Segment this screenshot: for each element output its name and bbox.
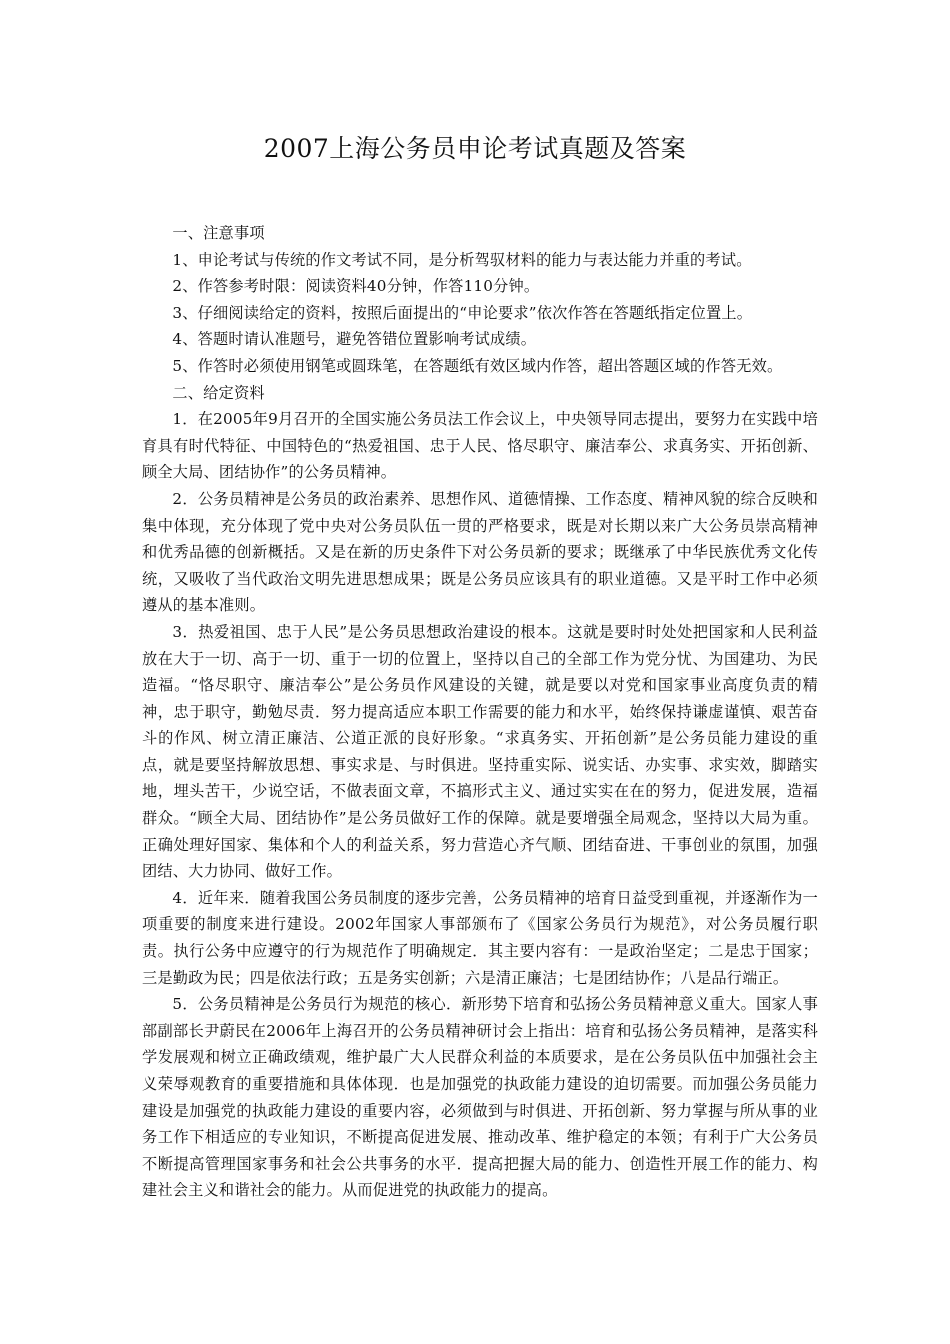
section-heading-notes: 一、注意事项 (172, 224, 265, 242)
note-item-5: 5、作答时必须使用钢笔或圆珠笔，在答题纸有效区域内作答，超出答题区域的作答无效。 (172, 356, 783, 375)
material-paragraph-5: 5．公务员精神是公务员行为规范的核心．新形势下培育和弘扬公务员精神意义重大。国家人事部副部长尹蔚民在2006年上海召开的公务员精神研讨会上指出：培育和弘扬公务员精神，是落实科学发展观和树立正确政绩观，维护最广大人民群众利益的本质要求，是在公务员队伍中加强社会主义荣辱观教育的重要措施和具体体现．也是加强党的执政能力建设的迫切需要。而加强公务员能力建设是加强党的执政能力建设的重要内容，必须做到与时俱进、开拓创新、努力掌握与所从事的业务工作下相适应的专业知识，不断提高促进发展、推动改革、维护稳定的本领；有利于广大公务员不断提高管理国家事务和社会公共事务的水平．提高把握大局的能力、创造性开展工作的能力、构建社会主义和谐社会的能力。从而促进党的执政能力的提高。 (142, 995, 818, 1200)
document-body (142, 220, 818, 1204)
note-item-4: 4、答题时请认准题号，避免答错位置影响考试成绩。 (172, 330, 537, 349)
material-paragraph-3: 3．热爱祖国、忠于人民”是公务员思想政治建设的根本。这就是要时时处处把国家和人民利益放在大于一切、高于一切、重于一切的位置上，坚持以自己的全部工作为党分忧、为国建功、为民造福。“恪尽职守、廉洁奉公”是公务员作风建设的关键，就是要以对党和国家事业高度负责的精神，忠于职守，勤勉尽责．努力提高适应本职工作需要的能力和水平，始终保持谦虚谨慎、艰苦奋斗的作风、树立清正廉洁、公道正派的良好形象。“求真务实、开拓创新”是公务员能力建设的重点，就是要坚持解放思想、事实求是、与时俱进。坚持重实际、说实话、办实事、求实效，脚踏实地，埋头苦干，少说空话，不做表面文章，不搞形式主义、通过实实在在的努力，促进发展，造福群众。“顾全大局、团结协作”是公务员做好工作的保障。就是要增强全局观念，坚持以大局为重。正确处理好国家、集体和个人的利益关系，努力营造心齐气顺、团结奋进、干事创业的氛围，加强团结、大力协同、做好工作。 (142, 622, 818, 881)
note-item-1: 1、申论考试与传统的作文考试不同，是分析驾驭材料的能力与表达能力并重的考试。 (172, 250, 752, 269)
section-heading-materials: 二、给定资料 (172, 383, 265, 402)
note-item-3: 3、仔细阅读给定的资料，按照后面提出的“申论要求”依次作答在答题纸指定位置上。 (172, 303, 753, 322)
note-item-2: 2、作答参考时限：阅读资料40分钟，作答110分钟。 (172, 277, 540, 296)
material-paragraph-1: 1．在2005年9月召开的全国实施公务员法工作会议上，中央领导同志提出，要努力在实践中培育具有时代特征、中国特色的“热爱祖国、忠于人民、恪尽职守、廉洁奉公、求真务实、开拓创新、顾全大局、团结协作”的公务员精神。 (142, 410, 818, 482)
material-paragraph-2: 2．公务员精神是公务员的政治素养、思想作风、道德情操、工作态度、精神风貌的综合反映和集中体现，充分体现了党中央对公务员队伍一贯的严格要求，既是对长期以来广大公务员崇高精神和优秀品德的创新概括。又是在新的历史条件下对公务员新的要求；既继承了中华民族优秀文化传统，又吸收了当代政治文明先进思想成果；既是公务员应该具有的职业道德。又是平时工作中必须遵从的基本准则。 (142, 489, 818, 615)
document-title: 2007上海公务员申论考试真题及答案 (263, 134, 687, 163)
material-paragraph-4: 4．近年来．随着我国公务员制度的逐步完善，公务员精神的培育日益受到重视，并逐渐作为一项重要的制度来进行建设。2002年国家人事部颁布了《国家公务员行为规范》，对公务员履行职责。执行公务中应遵守的行为规范作了明确规定．其主要内容有：一是政治坚定；二是忠于国家；三是勤政为民；四是依法行政；五是务实创新；六是清正廉洁；七是团结协作；八是品行端正。 (142, 888, 818, 987)
